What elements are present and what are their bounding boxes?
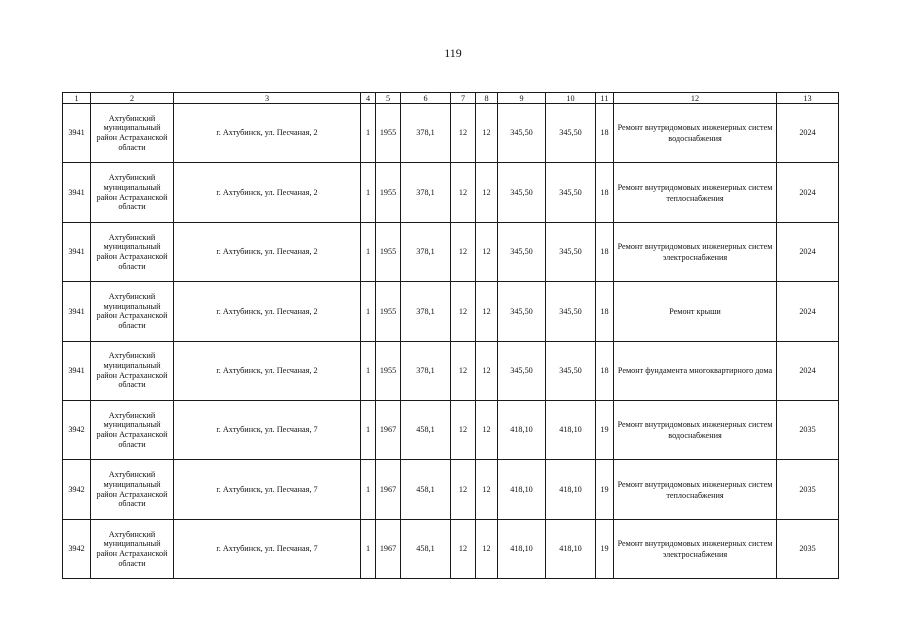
column-10-cell: 345,50 bbox=[546, 163, 596, 222]
address-cell: г. Ахтубинск, ул. Песчаная, 7 bbox=[174, 400, 361, 459]
repair-work-cell: Ремонт внутридомовых инженерных систем водоснабжения bbox=[614, 104, 777, 163]
column-9-cell: 418,10 bbox=[498, 460, 546, 519]
column-11-cell: 18 bbox=[596, 163, 614, 222]
municipality-cell: Ахтубинский муниципальный район Астраханской области bbox=[91, 222, 174, 281]
column-header: 10 bbox=[546, 93, 596, 104]
row-id-cell: 3941 bbox=[63, 163, 91, 222]
planned-year-cell: 2024 bbox=[777, 163, 839, 222]
column-10-cell: 345,50 bbox=[546, 282, 596, 341]
construction-year-cell: 1955 bbox=[376, 222, 401, 281]
municipality-cell: Ахтубинский муниципальный район Астраханской области bbox=[91, 341, 174, 400]
column-11-cell: 18 bbox=[596, 282, 614, 341]
column-4-cell: 1 bbox=[361, 400, 376, 459]
column-11-cell: 18 bbox=[596, 222, 614, 281]
column-header: 2 bbox=[91, 93, 174, 104]
column-11-cell: 19 bbox=[596, 400, 614, 459]
column-4-cell: 1 bbox=[361, 341, 376, 400]
column-4-cell: 1 bbox=[361, 282, 376, 341]
construction-year-cell: 1967 bbox=[376, 519, 401, 578]
repair-work-cell: Ремонт внутридомовых инженерных систем теплоснабжения bbox=[614, 460, 777, 519]
municipality-cell: Ахтубинский муниципальный район Астраханской области bbox=[91, 460, 174, 519]
planned-year-cell: 2035 bbox=[777, 519, 839, 578]
area-cell: 458,1 bbox=[401, 400, 451, 459]
municipality-cell: Ахтубинский муниципальный район Астраханской области bbox=[91, 400, 174, 459]
row-id-cell: 3942 bbox=[63, 460, 91, 519]
column-4-cell: 1 bbox=[361, 104, 376, 163]
construction-year-cell: 1967 bbox=[376, 460, 401, 519]
page-number: 119 bbox=[444, 46, 462, 60]
row-id-cell: 3941 bbox=[63, 282, 91, 341]
planned-year-cell: 2024 bbox=[777, 341, 839, 400]
row-id-cell: 3942 bbox=[63, 519, 91, 578]
row-id-cell: 3941 bbox=[63, 222, 91, 281]
repair-work-cell: Ремонт внутридомовых инженерных систем электроснабжения bbox=[614, 519, 777, 578]
area-cell: 378,1 bbox=[401, 282, 451, 341]
column-8-cell: 12 bbox=[476, 341, 498, 400]
column-7-cell: 12 bbox=[451, 341, 476, 400]
construction-year-cell: 1955 bbox=[376, 282, 401, 341]
construction-year-cell: 1955 bbox=[376, 341, 401, 400]
column-header: 11 bbox=[596, 93, 614, 104]
column-8-cell: 12 bbox=[476, 104, 498, 163]
column-9-cell: 345,50 bbox=[498, 104, 546, 163]
construction-year-cell: 1955 bbox=[376, 163, 401, 222]
repair-work-cell: Ремонт внутридомовых инженерных систем водоснабжения bbox=[614, 400, 777, 459]
area-cell: 378,1 bbox=[401, 341, 451, 400]
construction-year-cell: 1967 bbox=[376, 400, 401, 459]
column-9-cell: 345,50 bbox=[498, 163, 546, 222]
column-header: 4 bbox=[361, 93, 376, 104]
column-header: 8 bbox=[476, 93, 498, 104]
row-id-cell: 3942 bbox=[63, 400, 91, 459]
row-id-cell: 3941 bbox=[63, 104, 91, 163]
column-header: 3 bbox=[174, 93, 361, 104]
column-header: 1 bbox=[63, 93, 91, 104]
column-7-cell: 12 bbox=[451, 460, 476, 519]
column-7-cell: 12 bbox=[451, 282, 476, 341]
column-8-cell: 12 bbox=[476, 400, 498, 459]
municipality-cell: Ахтубинский муниципальный район Астраханской области bbox=[91, 282, 174, 341]
column-header: 9 bbox=[498, 93, 546, 104]
column-8-cell: 12 bbox=[476, 282, 498, 341]
column-8-cell: 12 bbox=[476, 222, 498, 281]
table-row bbox=[63, 341, 839, 400]
address-cell: г. Ахтубинск, ул. Песчаная, 2 bbox=[174, 104, 361, 163]
column-header: 7 bbox=[451, 93, 476, 104]
address-cell: г. Ахтубинск, ул. Песчаная, 7 bbox=[174, 519, 361, 578]
column-header: 5 bbox=[376, 93, 401, 104]
column-7-cell: 12 bbox=[451, 163, 476, 222]
area-cell: 378,1 bbox=[401, 104, 451, 163]
column-9-cell: 345,50 bbox=[498, 341, 546, 400]
column-9-cell: 418,10 bbox=[498, 400, 546, 459]
planned-year-cell: 2024 bbox=[777, 104, 839, 163]
municipality-cell: Ахтубинский муниципальный район Астраханской области bbox=[91, 104, 174, 163]
address-cell: г. Ахтубинск, ул. Песчаная, 2 bbox=[174, 163, 361, 222]
column-4-cell: 1 bbox=[361, 519, 376, 578]
construction-year-cell: 1955 bbox=[376, 104, 401, 163]
address-cell: г. Ахтубинск, ул. Песчаная, 2 bbox=[174, 341, 361, 400]
table-row bbox=[63, 104, 839, 163]
column-10-cell: 418,10 bbox=[546, 400, 596, 459]
column-4-cell: 1 bbox=[361, 460, 376, 519]
column-header: 12 bbox=[614, 93, 777, 104]
address-cell: г. Ахтубинск, ул. Песчаная, 2 bbox=[174, 222, 361, 281]
address-cell: г. Ахтубинск, ул. Песчаная, 2 bbox=[174, 282, 361, 341]
planned-year-cell: 2035 bbox=[777, 400, 839, 459]
table-row bbox=[63, 222, 839, 281]
table-row bbox=[63, 519, 839, 578]
address-cell: г. Ахтубинск, ул. Песчаная, 7 bbox=[174, 460, 361, 519]
column-11-cell: 19 bbox=[596, 519, 614, 578]
repair-work-cell: Ремонт крыши bbox=[614, 282, 777, 341]
area-cell: 458,1 bbox=[401, 519, 451, 578]
table-row bbox=[63, 282, 839, 341]
area-cell: 378,1 bbox=[401, 222, 451, 281]
column-10-cell: 345,50 bbox=[546, 104, 596, 163]
column-11-cell: 19 bbox=[596, 460, 614, 519]
table-row bbox=[63, 460, 839, 519]
repair-work-cell: Ремонт внутридомовых инженерных систем теплоснабжения bbox=[614, 163, 777, 222]
column-11-cell: 18 bbox=[596, 341, 614, 400]
column-8-cell: 12 bbox=[476, 163, 498, 222]
column-11-cell: 18 bbox=[596, 104, 614, 163]
column-header: 6 bbox=[401, 93, 451, 104]
column-10-cell: 418,10 bbox=[546, 519, 596, 578]
municipality-cell: Ахтубинский муниципальный район Астраханской области bbox=[91, 163, 174, 222]
column-9-cell: 345,50 bbox=[498, 282, 546, 341]
column-9-cell: 418,10 bbox=[498, 519, 546, 578]
column-8-cell: 12 bbox=[476, 519, 498, 578]
column-10-cell: 418,10 bbox=[546, 460, 596, 519]
repair-work-cell: Ремонт фундамента многоквартирного дома bbox=[614, 341, 777, 400]
column-7-cell: 12 bbox=[451, 400, 476, 459]
repair-work-cell: Ремонт внутридомовых инженерных систем электроснабжения bbox=[614, 222, 777, 281]
column-7-cell: 12 bbox=[451, 519, 476, 578]
column-8-cell: 12 bbox=[476, 460, 498, 519]
column-7-cell: 12 bbox=[451, 222, 476, 281]
planned-year-cell: 2024 bbox=[777, 282, 839, 341]
column-10-cell: 345,50 bbox=[546, 341, 596, 400]
table-row bbox=[63, 400, 839, 459]
column-4-cell: 1 bbox=[361, 222, 376, 281]
column-7-cell: 12 bbox=[451, 104, 476, 163]
municipality-cell: Ахтубинский муниципальный район Астраханской области bbox=[91, 519, 174, 578]
planned-year-cell: 2035 bbox=[777, 460, 839, 519]
capital-repair-table bbox=[62, 92, 839, 579]
table-row bbox=[63, 163, 839, 222]
column-10-cell: 345,50 bbox=[546, 222, 596, 281]
column-9-cell: 345,50 bbox=[498, 222, 546, 281]
planned-year-cell: 2024 bbox=[777, 222, 839, 281]
column-header: 13 bbox=[777, 93, 839, 104]
row-id-cell: 3941 bbox=[63, 341, 91, 400]
column-number-row bbox=[63, 93, 839, 104]
area-cell: 458,1 bbox=[401, 460, 451, 519]
area-cell: 378,1 bbox=[401, 163, 451, 222]
column-4-cell: 1 bbox=[361, 163, 376, 222]
